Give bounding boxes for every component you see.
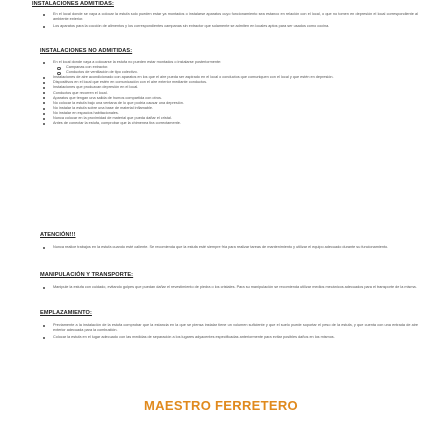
list-item: Dispositivos en el local que estén en comunicación con el aire exterior mediante conductos. — [40, 80, 418, 85]
bullet-list — [40, 60, 418, 126]
section-emplazamiento — [40, 310, 418, 340]
list-item: No instalar en espacios habitacionales. — [40, 111, 418, 116]
section-atencion — [40, 232, 418, 250]
bullet-list — [40, 323, 418, 340]
list-item: Nunca realice trabajos en la estufa cuando esté caliente. Se recomienda que la estufa esté siempre fría para realizar tareas de mantenimiento y utilizar el equipo adecuado durante su funcionamiento. — [40, 245, 418, 250]
bullet-list — [40, 245, 418, 250]
section-title-instalaciones-admitidas: INSTALACIONES ADMITIDAS: — [32, 1, 114, 7]
footer-brand: MAESTRO FERRETERO — [144, 398, 298, 413]
list-item: Conductos que recorren el local. — [40, 91, 418, 96]
section-manipulacion-transporte — [40, 272, 418, 290]
section-instalaciones-no-admitidas — [40, 48, 418, 126]
list-item: Los aparatos para la cocción de alimentos y los correspondientes campanas sin extractor que solamente se admiten en locales aptos para ser usados como cocina. — [40, 24, 418, 29]
list-item: Manipule la estufa con cuidado, evitando golpes que puedan dañar el revestimiento de piedra o los cristales. Para su manipulación se recomienda utilizar medios mecánicos adecuados para el transporte de la misma. — [40, 285, 418, 290]
list-item: Instalaciones que produzcan depresión en el local. — [40, 85, 418, 90]
list-item: No instalar la estufa sobre una base de material inflamable. — [40, 106, 418, 111]
list-item: Campanas con extractor. — [40, 65, 418, 70]
list-item: En el local donde vaya a colocarse la estufa no pueden estar montados o instalarse posteriormente: — [40, 60, 418, 65]
bullet-list — [40, 12, 418, 29]
list-item: Aparatos que tengan una salida de humos compartida con otros. — [40, 96, 418, 101]
list-item: Antes de conectar la estufa, comprobar que la chimenea tira correctamente. — [40, 121, 418, 126]
section-title-emplazamiento: EMPLAZAMIENTO: — [40, 310, 92, 316]
list-item: Nunca colocar en la proximidad de material que pueda dañar el cristal. — [40, 116, 418, 121]
section-title-atencion: ATENCIÓN!!! — [40, 232, 76, 238]
list-item: No colocar la estufa bajo una ventana de lo que podría causar una depresión. — [40, 101, 418, 106]
list-item: Conductos de ventilación de tipo colectivo. — [40, 70, 418, 75]
list-item: Colocar la estufa en el lugar adecuado con las medidas de separación a los lugares adyacentes especificadas anteriormente para evitar posibles daños en los mismos. — [40, 335, 418, 340]
list-item: En el local donde se vaya a colocar la estufa solo pueden estar ya montados o instalarse aparatos cuyo funcionamiento sea estanco en relación con el local, o que no tomen en depresión el local correspondiente al ambiente exterior. — [40, 12, 418, 22]
section-instalaciones-admitidas — [40, 12, 418, 29]
section-title-instalaciones-no-admitidas: INSTALACIONES NO ADMITIDAS: — [40, 48, 133, 54]
section-title-manipulacion-transporte: MANIPULACIÓN Y TRANSPORTE: — [40, 272, 134, 278]
bullet-list — [40, 285, 418, 290]
list-item: Instalaciones de aire acondicionado con aparatos en los que el aire pueda ser aspirado en el local o conductos que comuniquen con el local y que estén en depresión. — [40, 75, 418, 80]
list-item: Previamente a la instalación de la estufa comprobar que la estancia en la que se piensa instalar tiene un volumen suficiente y que el suelo puede soportar el peso de la estufa, y que cuenta con una entrada de aire exterior adecuada para la combustión. — [40, 323, 418, 333]
